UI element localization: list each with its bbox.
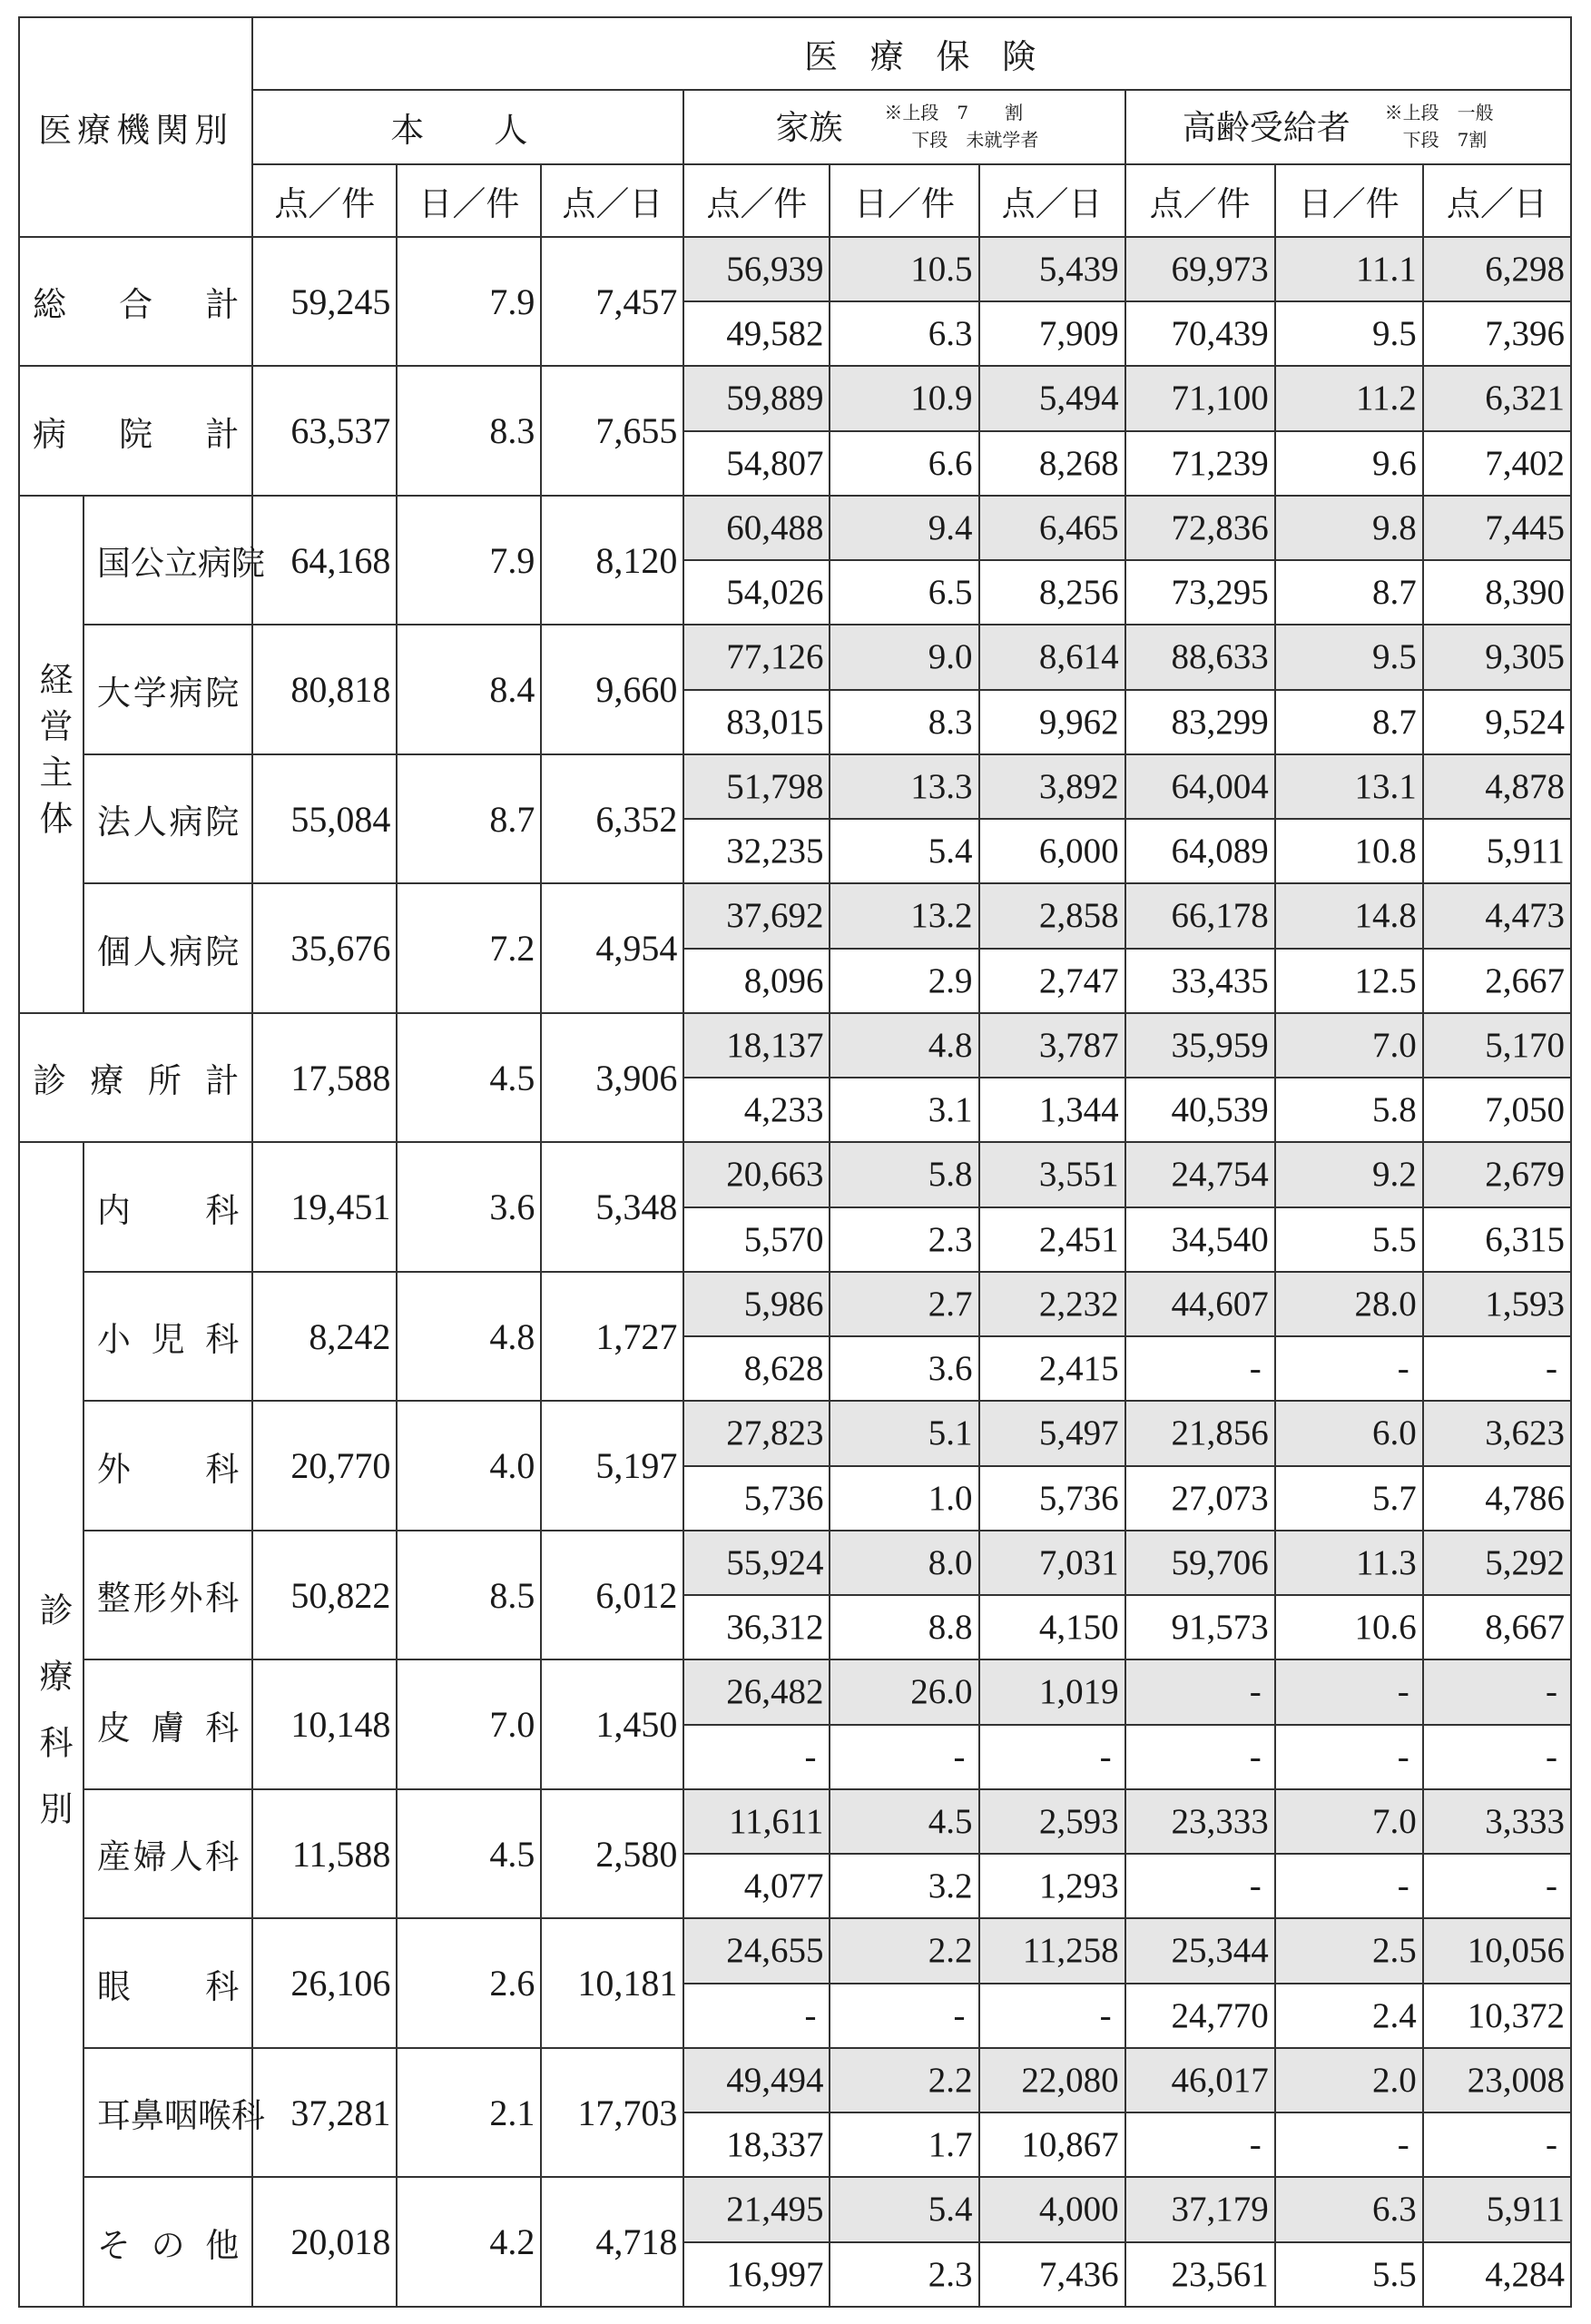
- lower-value: 10,867: [979, 2112, 1125, 2177]
- upper-value: 9.2: [1275, 1142, 1423, 1206]
- lower-value: 8,096: [683, 949, 830, 1013]
- upper-value: 4.5: [830, 1789, 978, 1854]
- upper-value: 21,495: [683, 2177, 830, 2241]
- upper-value: 6,321: [1423, 366, 1571, 430]
- koreisha-header: 高齢受給者 ※上段 一般 下段 7割: [1125, 90, 1571, 163]
- table-row: [19, 2048, 1571, 2112]
- lower-value: 10.8: [1275, 819, 1423, 883]
- honnin-value: 8,242: [252, 1272, 397, 1402]
- row-label: 個 人 病 院: [83, 883, 252, 1013]
- row-label: 大 学 病 院: [83, 625, 252, 754]
- lower-value: 83,015: [683, 690, 830, 754]
- upper-value: 88,633: [1125, 625, 1275, 689]
- lower-value: 70,439: [1125, 301, 1275, 366]
- honnin-value: 4.5: [397, 1013, 541, 1143]
- honnin-value: 1,450: [541, 1659, 683, 1789]
- upper-value: 5,439: [979, 237, 1125, 301]
- lower-value: 4,150: [979, 1595, 1125, 1659]
- lower-value: -: [979, 1725, 1125, 1789]
- table-row: [19, 1142, 1571, 1206]
- upper-value: 5.8: [830, 1142, 978, 1206]
- upper-value: 51,798: [683, 754, 830, 819]
- upper-value: 2,858: [979, 883, 1125, 948]
- upper-value: 21,856: [1125, 1401, 1275, 1465]
- medical-insurance-header: 医 療 保 険: [252, 17, 1571, 90]
- upper-value: 9.8: [1275, 496, 1423, 560]
- honnin-value: 26,106: [252, 1918, 397, 2048]
- upper-value: 59,706: [1125, 1531, 1275, 1595]
- upper-value: 13.2: [830, 883, 978, 948]
- lower-value: 64,089: [1125, 819, 1275, 883]
- honnin-value: 64,168: [252, 496, 397, 625]
- lower-value: 5,736: [979, 1466, 1125, 1531]
- lower-value: 24,770: [1125, 1984, 1275, 2048]
- lower-value: 4,077: [683, 1854, 830, 1918]
- upper-value: 5,292: [1423, 1531, 1571, 1595]
- group-label-keiei: 経営主体: [19, 496, 83, 1013]
- lower-value: 4,233: [683, 1078, 830, 1142]
- honnin-value: 2.1: [397, 2048, 541, 2178]
- honnin-value: 17,703: [541, 2048, 683, 2178]
- medical-cost-table: [18, 16, 1572, 2308]
- lower-value: 2,451: [979, 1207, 1125, 1272]
- upper-value: 9,305: [1423, 625, 1571, 689]
- honnin-value: 4,718: [541, 2177, 683, 2307]
- honnin-value: 1,727: [541, 1272, 683, 1402]
- honnin-value: 20,770: [252, 1401, 397, 1531]
- lower-value: -: [1423, 1725, 1571, 1789]
- lower-value: 1,344: [979, 1078, 1125, 1142]
- upper-value: 3,333: [1423, 1789, 1571, 1854]
- lower-value: -: [1275, 2112, 1423, 2177]
- lower-value: 8,390: [1423, 560, 1571, 625]
- upper-value: 6,465: [979, 496, 1125, 560]
- koreisha-note-upper: ※上段 一般: [1384, 102, 1494, 124]
- row-label: そ の 他: [83, 2177, 252, 2307]
- upper-value: 37,692: [683, 883, 830, 948]
- lower-value: 9,962: [979, 690, 1125, 754]
- unit-header: 点／日: [979, 164, 1125, 237]
- upper-value: 1,593: [1423, 1272, 1571, 1336]
- lower-value: 5.5: [1275, 2242, 1423, 2307]
- lower-value: 7,436: [979, 2242, 1125, 2307]
- lower-value: -: [683, 1725, 830, 1789]
- unit-header: 点／日: [1423, 164, 1571, 237]
- upper-value: 7.0: [1275, 1789, 1423, 1854]
- honnin-value: 5,348: [541, 1142, 683, 1272]
- upper-value: 2.0: [1275, 2048, 1423, 2112]
- upper-value: 25,344: [1125, 1918, 1275, 1983]
- upper-value: 5,986: [683, 1272, 830, 1336]
- upper-value: 26,482: [683, 1659, 830, 1724]
- row-label: 内 科: [83, 1142, 252, 1272]
- honnin-value: 7,457: [541, 237, 683, 367]
- honnin-value: 17,588: [252, 1013, 397, 1143]
- honnin-value: 10,148: [252, 1659, 397, 1789]
- honnin-value: 6,012: [541, 1531, 683, 1660]
- upper-value: 2,679: [1423, 1142, 1571, 1206]
- upper-value: 2.2: [830, 1918, 978, 1983]
- upper-value: 5,494: [979, 366, 1125, 430]
- lower-value: 1.7: [830, 2112, 978, 2177]
- honnin-value: 19,451: [252, 1142, 397, 1272]
- honnin-value: 4.8: [397, 1272, 541, 1402]
- upper-value: 7,031: [979, 1531, 1125, 1595]
- upper-value: 10,056: [1423, 1918, 1571, 1983]
- lower-value: -: [1275, 1725, 1423, 1789]
- upper-value: 35,959: [1125, 1013, 1275, 1078]
- unit-header: 日／件: [397, 164, 541, 237]
- lower-value: 10,372: [1423, 1984, 1571, 2048]
- upper-value: 77,126: [683, 625, 830, 689]
- row-label: 皮 膚 科: [83, 1659, 252, 1789]
- upper-value: 26.0: [830, 1659, 978, 1724]
- honnin-value: 7.9: [397, 496, 541, 625]
- honnin-value: 9,660: [541, 625, 683, 754]
- upper-value: 22,080: [979, 2048, 1125, 2112]
- upper-value: 23,008: [1423, 2048, 1571, 2112]
- upper-value: 28.0: [1275, 1272, 1423, 1336]
- upper-value: 4,000: [979, 2177, 1125, 2241]
- honnin-value: 8.5: [397, 1531, 541, 1660]
- upper-value: 71,100: [1125, 366, 1275, 430]
- lower-value: 5.4: [830, 819, 978, 883]
- honnin-value: 4,954: [541, 883, 683, 1013]
- upper-value: 7.0: [1275, 1013, 1423, 1078]
- upper-value: 1,019: [979, 1659, 1125, 1724]
- upper-value: 3,551: [979, 1142, 1125, 1206]
- honnin-value: 80,818: [252, 625, 397, 754]
- lower-value: 32,235: [683, 819, 830, 883]
- kazoku-note-upper: ※上段 7 割: [884, 102, 1024, 124]
- upper-value: 6,298: [1423, 237, 1571, 301]
- lower-value: 6.3: [830, 301, 978, 366]
- table-row: [19, 2177, 1571, 2241]
- upper-value: 66,178: [1125, 883, 1275, 948]
- honnin-value: 6,352: [541, 754, 683, 884]
- table-row: [19, 754, 1571, 819]
- honnin-value: 3.6: [397, 1142, 541, 1272]
- table-row: [19, 1272, 1571, 1336]
- lower-value: 8.7: [1275, 690, 1423, 754]
- upper-value: 18,137: [683, 1013, 830, 1078]
- lower-value: 6,315: [1423, 1207, 1571, 1272]
- lower-value: -: [1423, 2112, 1571, 2177]
- table-row: [19, 1918, 1571, 1983]
- kazoku-note-lower: 下段 未就学者: [911, 129, 1039, 152]
- upper-value: 9.0: [830, 625, 978, 689]
- upper-value: 9.5: [1275, 625, 1423, 689]
- lower-value: 9.6: [1275, 431, 1423, 496]
- lower-value: 3.1: [830, 1078, 978, 1142]
- upper-value: 11,611: [683, 1789, 830, 1854]
- lower-value: 91,573: [1125, 1595, 1275, 1659]
- upper-value: 14.8: [1275, 883, 1423, 948]
- row-label: 国 公 立 病 院: [83, 496, 252, 625]
- lower-value: 6,000: [979, 819, 1125, 883]
- upper-value: 10.9: [830, 366, 978, 430]
- lower-value: -: [1275, 1336, 1423, 1401]
- honnin-value: 7.9: [397, 237, 541, 367]
- upper-value: 5.4: [830, 2177, 978, 2241]
- honnin-value: 11,588: [252, 1789, 397, 1919]
- upper-value: 72,836: [1125, 496, 1275, 560]
- honnin-value: 35,676: [252, 883, 397, 1013]
- lower-value: -: [1125, 1854, 1275, 1918]
- upper-value: 49,494: [683, 2048, 830, 2112]
- koreisha-note-lower: 下段 7割: [1402, 129, 1488, 152]
- upper-value: 6.3: [1275, 2177, 1423, 2241]
- lower-value: -: [830, 1984, 978, 2048]
- upper-value: 2,232: [979, 1272, 1125, 1336]
- upper-value: 64,004: [1125, 754, 1275, 819]
- upper-value: 2.2: [830, 2048, 978, 2112]
- lower-value: 36,312: [683, 1595, 830, 1659]
- honnin-value: 7.0: [397, 1659, 541, 1789]
- upper-value: 5,911: [1423, 2177, 1571, 2241]
- upper-value: 24,754: [1125, 1142, 1275, 1206]
- upper-value: 24,655: [683, 1918, 830, 1983]
- unit-header: 点／日: [541, 164, 683, 237]
- lower-value: 49,582: [683, 301, 830, 366]
- lower-value: 7,050: [1423, 1078, 1571, 1142]
- upper-value: 7,445: [1423, 496, 1571, 560]
- unit-header: 点／件: [683, 164, 830, 237]
- lower-value: 83,299: [1125, 690, 1275, 754]
- upper-value: 56,939: [683, 237, 830, 301]
- upper-value: 13.3: [830, 754, 978, 819]
- lower-value: 2.3: [830, 1207, 978, 1272]
- lower-value: 2.3: [830, 2242, 978, 2307]
- lower-value: 5,911: [1423, 819, 1571, 883]
- lower-value: -: [979, 1984, 1125, 2048]
- lower-value: 3.6: [830, 1336, 978, 1401]
- honnin-value: 55,084: [252, 754, 397, 884]
- lower-value: 12.5: [1275, 949, 1423, 1013]
- upper-value: 2.5: [1275, 1918, 1423, 1983]
- lower-value: -: [1125, 2112, 1275, 2177]
- upper-value: 5,170: [1423, 1013, 1571, 1078]
- upper-value: 69,973: [1125, 237, 1275, 301]
- unit-header: 日／件: [830, 164, 978, 237]
- lower-value: 9,524: [1423, 690, 1571, 754]
- lower-value: 6.6: [830, 431, 978, 496]
- honnin-value: 7.2: [397, 883, 541, 1013]
- upper-value: 44,607: [1125, 1272, 1275, 1336]
- upper-value: 4,473: [1423, 883, 1571, 948]
- lower-value: 8,667: [1423, 1595, 1571, 1659]
- upper-value: 8,614: [979, 625, 1125, 689]
- honnin-value: 8.7: [397, 754, 541, 884]
- row-label: 小 児 科: [83, 1272, 252, 1402]
- row-label: 産 婦 人 科: [83, 1789, 252, 1919]
- lower-value: -: [1275, 1854, 1423, 1918]
- honnin-value: 8.4: [397, 625, 541, 754]
- upper-value: 6.0: [1275, 1401, 1423, 1465]
- honnin-value: 5,197: [541, 1401, 683, 1531]
- honnin-value: 50,822: [252, 1531, 397, 1660]
- lower-value: 34,540: [1125, 1207, 1275, 1272]
- row-label: 診 療 所 計: [19, 1013, 252, 1143]
- upper-value: 2,593: [979, 1789, 1125, 1854]
- lower-value: 73,295: [1125, 560, 1275, 625]
- table-row: [19, 1401, 1571, 1465]
- upper-value: 3,623: [1423, 1401, 1571, 1465]
- row-label-header: 医療機関別: [19, 17, 252, 237]
- lower-value: 2.9: [830, 949, 978, 1013]
- honnin-value: 2,580: [541, 1789, 683, 1919]
- table-row: [19, 1789, 1571, 1854]
- lower-value: 23,561: [1125, 2242, 1275, 2307]
- upper-value: 5,497: [979, 1401, 1125, 1465]
- upper-value: 60,488: [683, 496, 830, 560]
- honnin-value: 8,120: [541, 496, 683, 625]
- upper-value: 23,333: [1125, 1789, 1275, 1854]
- lower-value: -: [683, 1984, 830, 2048]
- lower-value: 18,337: [683, 2112, 830, 2177]
- lower-value: 8,268: [979, 431, 1125, 496]
- upper-value: 37,179: [1125, 2177, 1275, 2241]
- table-row: [19, 883, 1571, 948]
- lower-value: 2,415: [979, 1336, 1125, 1401]
- row-label: 耳 鼻 咽 喉 科: [83, 2048, 252, 2178]
- row-label: 病 院 計: [19, 366, 252, 496]
- lower-value: -: [1125, 1725, 1275, 1789]
- lower-value: 5.5: [1275, 1207, 1423, 1272]
- lower-value: -: [1423, 1854, 1571, 1918]
- lower-value: 27,073: [1125, 1466, 1275, 1531]
- lower-value: 8,256: [979, 560, 1125, 625]
- upper-value: 2.7: [830, 1272, 978, 1336]
- lower-value: 8.8: [830, 1595, 978, 1659]
- lower-value: 2,667: [1423, 949, 1571, 1013]
- lower-value: 6.5: [830, 560, 978, 625]
- upper-value: -: [1423, 1659, 1571, 1724]
- lower-value: 33,435: [1125, 949, 1275, 1013]
- honnin-value: 2.6: [397, 1918, 541, 2048]
- table-row: [19, 366, 1571, 430]
- row-label: 眼 科: [83, 1918, 252, 2048]
- lower-value: 10.6: [1275, 1595, 1423, 1659]
- unit-header: 点／件: [252, 164, 397, 237]
- lower-value: 4,284: [1423, 2242, 1571, 2307]
- lower-value: 7,396: [1423, 301, 1571, 366]
- lower-value: 8.3: [830, 690, 978, 754]
- lower-value: 71,239: [1125, 431, 1275, 496]
- upper-value: 3,892: [979, 754, 1125, 819]
- table-row: [19, 496, 1571, 560]
- lower-value: 5,736: [683, 1466, 830, 1531]
- lower-value: 54,026: [683, 560, 830, 625]
- upper-value: 11,258: [979, 1918, 1125, 1983]
- upper-value: 4.8: [830, 1013, 978, 1078]
- lower-value: -: [1423, 1336, 1571, 1401]
- honnin-value: 8.3: [397, 366, 541, 496]
- lower-value: 8,628: [683, 1336, 830, 1401]
- lower-value: 2.4: [1275, 1984, 1423, 2048]
- unit-header: 日／件: [1275, 164, 1423, 237]
- upper-value: 4,878: [1423, 754, 1571, 819]
- upper-value: 10.5: [830, 237, 978, 301]
- upper-value: 3,787: [979, 1013, 1125, 1078]
- lower-value: 9.5: [1275, 301, 1423, 366]
- row-label: 総 合 計: [19, 237, 252, 367]
- upper-value: 11.3: [1275, 1531, 1423, 1595]
- honnin-header: 本 人: [252, 90, 683, 163]
- lower-value: 16,997: [683, 2242, 830, 2307]
- table-row: [19, 1013, 1571, 1078]
- honnin-value: 63,537: [252, 366, 397, 496]
- lower-value: 3.2: [830, 1854, 978, 1918]
- upper-value: 20,663: [683, 1142, 830, 1206]
- lower-value: 1,293: [979, 1854, 1125, 1918]
- honnin-value: 4.2: [397, 2177, 541, 2307]
- honnin-value: 37,281: [252, 2048, 397, 2178]
- upper-value: 11.2: [1275, 366, 1423, 430]
- upper-value: 59,889: [683, 366, 830, 430]
- lower-value: 4,786: [1423, 1466, 1571, 1531]
- lower-value: 5.8: [1275, 1078, 1423, 1142]
- kazoku-header: 家族 ※上段 7 割 下段 未就学者: [683, 90, 1125, 163]
- lower-value: 1.0: [830, 1466, 978, 1531]
- upper-value: -: [1275, 1659, 1423, 1724]
- upper-value: 9.4: [830, 496, 978, 560]
- honnin-value: 10,181: [541, 1918, 683, 2048]
- upper-value: 55,924: [683, 1531, 830, 1595]
- upper-value: 8.0: [830, 1531, 978, 1595]
- upper-value: 5.1: [830, 1401, 978, 1465]
- row-label: 法 人 病 院: [83, 754, 252, 884]
- table-row: [19, 1659, 1571, 1724]
- lower-value: 5.7: [1275, 1466, 1423, 1531]
- upper-value: 11.1: [1275, 237, 1423, 301]
- unit-header: 点／件: [1125, 164, 1275, 237]
- lower-value: -: [1125, 1336, 1275, 1401]
- row-label: 外 科: [83, 1401, 252, 1531]
- lower-value: -: [830, 1725, 978, 1789]
- lower-value: 2,747: [979, 949, 1125, 1013]
- honnin-value: 4.0: [397, 1401, 541, 1531]
- upper-value: -: [1125, 1659, 1275, 1724]
- lower-value: 7,402: [1423, 431, 1571, 496]
- group-label-shinryoka: 診療科別: [19, 1142, 83, 2307]
- honnin-value: 7,655: [541, 366, 683, 496]
- lower-value: 8.7: [1275, 560, 1423, 625]
- honnin-value: 4.5: [397, 1789, 541, 1919]
- upper-value: 27,823: [683, 1401, 830, 1465]
- lower-value: 7,909: [979, 301, 1125, 366]
- lower-value: 5,570: [683, 1207, 830, 1272]
- honnin-value: 3,906: [541, 1013, 683, 1143]
- lower-value: 54,807: [683, 431, 830, 496]
- table-row: [19, 1531, 1571, 1595]
- table-row: [19, 625, 1571, 689]
- honnin-value: 20,018: [252, 2177, 397, 2307]
- table-row: [19, 237, 1571, 301]
- row-label: 整 形 外 科: [83, 1531, 252, 1660]
- upper-value: 46,017: [1125, 2048, 1275, 2112]
- lower-value: 40,539: [1125, 1078, 1275, 1142]
- honnin-value: 59,245: [252, 237, 397, 367]
- upper-value: 13.1: [1275, 754, 1423, 819]
